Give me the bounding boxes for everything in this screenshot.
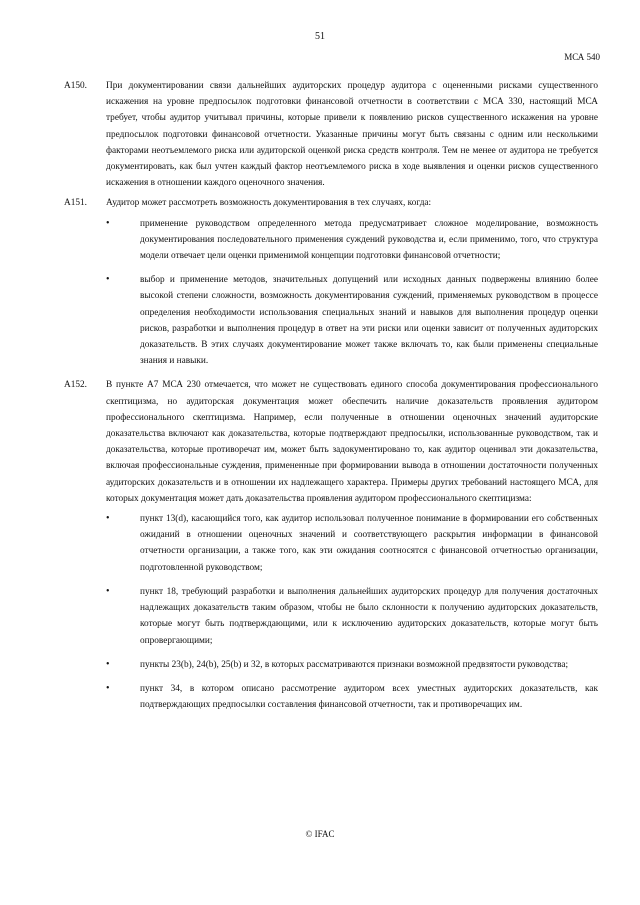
paragraph-text: При документировании связи дальнейших аудиторских процедур аудитора с оцененными рисками существенного искажения на уровне предпосылок подготовки финансовой отчетности в соответствии с МСА 330, настоящий МСА требует, чтобы аудитор учитывал причины, которые привели к появлению рисков существенного искажения на уровне предпосылок подготовки финансовой отчетности. Указанные причины могут быть связаны с одним или несколькими факторами неотъемлемого риска или аудиторской оценкой риска средств контроля. Тем не менее от аудитора не требуется документировать, как был учтен каждый фактор неотъемлемого риска в ходе выявления и оценки рисков существенного искажения в отношении каждого оценочного значения. xyxy=(106,81,598,189)
bullet-icon: • xyxy=(106,682,110,694)
paragraph-a151 xyxy=(64,195,598,369)
document-body xyxy=(64,78,598,721)
bullet-icon: • xyxy=(106,658,110,670)
bullet-list xyxy=(106,511,598,713)
list-item-text: пункты 23(b), 24(b), 25(b) и 32, в которых рассматриваются признаки возможной предвзятости руководства; xyxy=(140,659,569,670)
paragraph-a152 xyxy=(64,377,598,713)
list-item xyxy=(106,681,598,713)
list-item xyxy=(106,584,598,649)
list-item-text: пункт 34, в котором описано рассмотрение аудитором всех уместных аудиторских доказательств, как подтверждающих предпосылки составления финансовой отчетности, так и противоречащих им. xyxy=(140,683,598,711)
bullet-list xyxy=(106,216,598,370)
list-item xyxy=(106,216,598,265)
copyright-footer: © IFAC xyxy=(305,829,335,839)
paragraph-text: Аудитор может рассмотреть возможность документирования в тех случаях, когда: xyxy=(106,198,432,209)
paragraph-number: A150. xyxy=(64,81,87,91)
list-item xyxy=(106,511,598,576)
paragraph-number: A152. xyxy=(64,380,87,391)
list-item-text: пункт 13(d), касающийся того, как аудитор использовал полученное понимание в формировании его собственных ожиданий в отношении оценочных значений и соответствующего раскрытия информации в финансовой отчетности организации, а также того, как эти ожидания соотносятся с финансовой отчетностью организации, подготовленной руководством; xyxy=(140,514,598,573)
list-item-text: применение руководством определенного метода предусматривает сложное моделирование, возможность документирования последовательного применения суждений руководства и, если применимо, того, что структура модели отвечает цели оценки применимой концепции подготовки финансовой отчетности; xyxy=(140,218,598,262)
paragraph-number: A151. xyxy=(64,198,87,209)
paragraph-text: В пункте А7 МСА 230 отмечается, что может не существовать единого способа документирования профессионального скептицизма, но аудиторская документация может обеспечить наличие доказательств проявления аудитором профессионального скептицизма. Например, если полученные в отношении оценочных значений аудиторские доказательства включают как доказательства, которые подтверждают предпосылки, использованные руководством, так и доказательства, которые противоречат им, может быть задокументировано то, как аудитор оценивал эти доказательства, включая профессиональные суждения, примененные при формировании вывода в отношении достаточности полученных аудиторских доказательств и в отношении их надлежащего характера. Примеры других требований настоящего МСА, для которых документация может дать доказательства проявления аудитором профессионального скептицизма: xyxy=(106,380,598,504)
list-item-text: выбор и применение методов, значительных допущений или исходных данных подвержены влиянию более высокой степени сложности, возможность документирования суждений, применяемых руководством в процессе определения необходимости использования специальных знаний и навыков для выполнения процедур оценки рисков, разработки и выполнения процедур в ответ на эти риски или оценки зависит от полученных аудиторских доказательств. В этих случаях документирование может также включать то, как были применены специальные знания и навыки. xyxy=(140,275,598,367)
bullet-icon: • xyxy=(106,513,110,525)
bullet-icon: • xyxy=(106,585,110,597)
page-number: 51 xyxy=(315,31,325,42)
list-item xyxy=(106,657,598,673)
list-item-text: пункт 18, требующий разработки и выполнения дальнейших аудиторских процедур для получения достаточных надлежащих доказательств таким образом, чтобы не было склонности к получению аудиторских доказательств, которые могут быть подтверждающими, или к исключению аудиторских доказательств, которые могут быть опровергающими; xyxy=(140,586,598,646)
bullet-icon: • xyxy=(106,217,110,229)
paragraph-a150 xyxy=(64,78,598,191)
bullet-icon: • xyxy=(106,274,110,286)
standard-label: МСА 540 xyxy=(564,52,600,62)
list-item xyxy=(106,272,598,369)
